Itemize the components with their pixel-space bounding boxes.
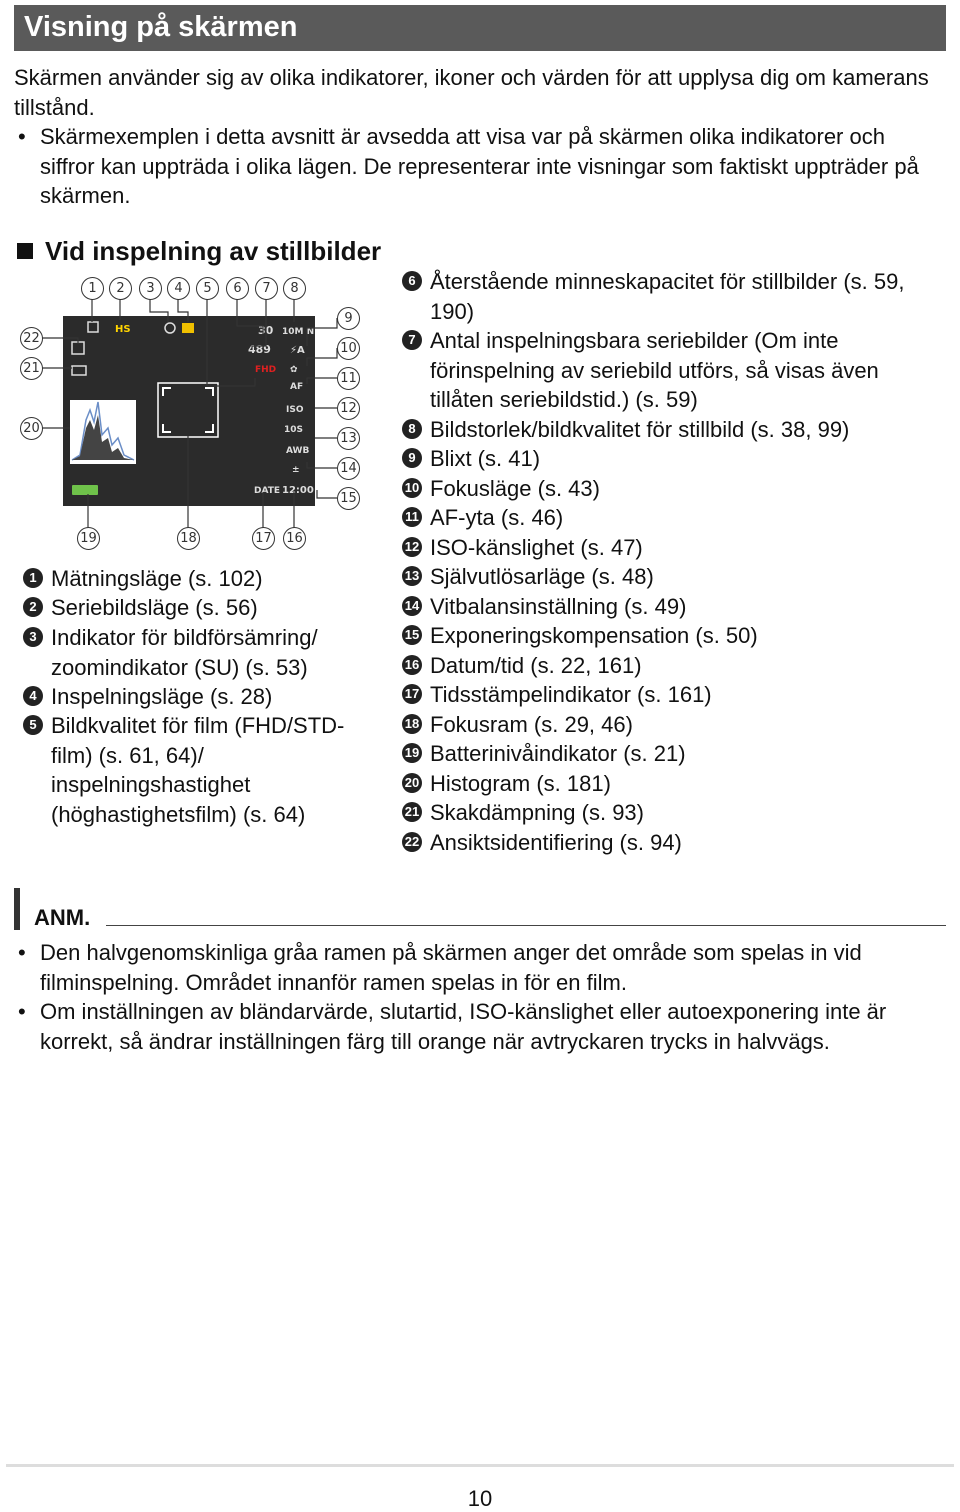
- legend-text: Indikator för bildförsämring/ zoomindikator (SU) (s. 53): [51, 625, 318, 680]
- legend-item: [404, 739, 945, 769]
- diagram-number: 16: [283, 527, 306, 550]
- legend-item: [29, 623, 371, 682]
- diagram-number: 12: [337, 397, 360, 420]
- bullet-dot: •: [18, 999, 26, 1024]
- diagram-number: 9: [337, 307, 360, 330]
- legend-item: [404, 710, 945, 740]
- legend-item: [29, 564, 371, 594]
- legend-item: [405, 503, 945, 533]
- legend-number: 16: [402, 655, 422, 675]
- diagram-number: 22: [20, 327, 43, 350]
- diagram-svg: [0, 270, 380, 570]
- diagram-number: 17: [252, 527, 275, 550]
- legend-text: Histogram (s. 181): [430, 771, 611, 796]
- af-area-icon: AF: [290, 382, 304, 392]
- intro-bullet-text: Skärmexemplen i detta avsnitt är avsedda att visa var på skärmen olika indikatorer och siffror kan uppträda i olika lägen. De representerar inte visningar som faktiskt uppträder på skärmen.: [40, 124, 919, 209]
- note-bullet-text: Den halvgenomskinliga gråa ramen på skärmen anger det område som spelas in vid filminspelning. Området innanför ramen spelas in för en film.: [40, 940, 862, 995]
- legend-item: [404, 769, 945, 799]
- continuous-count: 489: [248, 343, 271, 356]
- diagram-number: 19: [77, 527, 100, 550]
- exposure-icon: ±: [292, 465, 300, 475]
- legend-text: Fokusläge (s. 43): [430, 476, 600, 501]
- legend-text: Bildstorlek/bildkvalitet för stillbild (s. 38, 99): [430, 417, 850, 442]
- note-bullet: [18, 938, 945, 997]
- intro-bullet: [18, 122, 944, 211]
- note-bullet: [18, 997, 945, 1056]
- awb-icon: AWB: [286, 446, 310, 456]
- page-number: 10: [467, 1486, 493, 1511]
- legend-text: Ansiktsidentifiering (s. 94): [430, 830, 682, 855]
- legend-number: 17: [402, 684, 422, 704]
- legend-text: Exponeringskompensation (s. 50): [430, 623, 758, 648]
- diagram-number: 11: [337, 367, 360, 390]
- footer-divider: [6, 1464, 954, 1467]
- legend-item: [404, 562, 945, 592]
- legend-item: [404, 592, 945, 622]
- legend-number: 2: [23, 597, 43, 617]
- legend-number: 18: [402, 714, 422, 734]
- bullet-dot: •: [18, 940, 26, 965]
- legend-text: Seriebildsläge (s. 56): [51, 595, 258, 620]
- diagram-number: 5: [196, 277, 219, 300]
- bullet-dot: •: [18, 124, 26, 149]
- legend-number: 15: [402, 625, 422, 645]
- legend-text: Batterinivåindikator (s. 21): [430, 741, 686, 766]
- legend-item: [408, 415, 945, 445]
- self-timer-icon: 10S: [284, 425, 304, 435]
- note-bullet-text: Om inställningen av bländarvärde, slutartid, ISO-känslighet eller autoexponering inte är korrekt, så ändrar inställningen färg till orange när avtryckaren trycks in halvvägs.: [40, 999, 887, 1054]
- legend-number: 9: [402, 448, 422, 468]
- camera-mode-icon: [182, 323, 194, 333]
- legend-text: Fokusram (s. 29, 46): [430, 712, 633, 737]
- diagram-number: 21: [20, 357, 43, 380]
- diagram-number: 14: [337, 457, 360, 480]
- note-label: ANM.: [34, 905, 91, 930]
- diagram-number: 8: [283, 277, 306, 300]
- legend-text: Tidsstämpelindikator (s. 161): [430, 682, 712, 707]
- intro-paragraph: Skärmen använder sig av olika indikatorer, ikoner och värden för att upplysa dig om kamerans tillstånd.: [14, 65, 929, 120]
- legend-number: 13: [402, 566, 422, 586]
- legend-item: [29, 711, 361, 829]
- diagram-number: 15: [337, 487, 360, 510]
- legend-item: [404, 533, 945, 563]
- legend-text: Återstående minneskapacitet för stillbilder (s. 59, 190): [430, 269, 905, 324]
- legend-number: 4: [23, 686, 43, 706]
- focus-mode-icon: ✿: [290, 365, 298, 375]
- legend-item: [404, 651, 945, 681]
- legend-number: 3: [23, 627, 43, 647]
- page-title: Visning på skärmen: [24, 11, 298, 43]
- diagram-number: 4: [167, 277, 190, 300]
- legend-item: [408, 326, 945, 415]
- legend-number: 14: [402, 596, 422, 616]
- diagram-number: 1: [81, 277, 104, 300]
- legend-item: [404, 798, 945, 828]
- legend-text: Mätningsläge (s. 102): [51, 566, 263, 591]
- legend-number: 12: [402, 537, 422, 557]
- legend-number: 6: [402, 271, 422, 291]
- legend-number: 11: [402, 507, 422, 527]
- legend-number: 21: [402, 802, 422, 822]
- fhd-icon: FHD: [255, 365, 277, 375]
- time-icon: 12:00: [282, 485, 314, 496]
- iso-icon: ISO: [286, 405, 304, 415]
- legend-number: 19: [402, 743, 422, 763]
- legend-text: ISO-känslighet (s. 47): [430, 535, 643, 560]
- image-size-icon: 10M N: [282, 327, 315, 337]
- legend-number: 10: [402, 478, 422, 498]
- legend-number: 7: [402, 330, 422, 350]
- legend-item: [29, 593, 371, 623]
- remaining-count: 30: [258, 324, 274, 337]
- legend-text: Datum/tid (s. 22, 161): [430, 653, 642, 678]
- note-bar: [14, 888, 20, 930]
- square-bullet-icon: [17, 243, 33, 259]
- legend-text: Bildkvalitet för film (FHD/STD-film) (s. 61, 64)/ inspelningshastighet (höghastighetsfilm) (s. 64): [51, 713, 345, 827]
- diagram-number: 3: [139, 277, 162, 300]
- legend-number: 20: [402, 773, 422, 793]
- legend-number: 5: [23, 715, 43, 735]
- legend-text: Antal inspelningsbara seriebilder (Om inte förinspelning av seriebild utförs, så visas även tillåten seriebildstid.) (s. 59): [430, 328, 879, 413]
- legend-text: Självutlösarläge (s. 48): [430, 564, 654, 589]
- legend-item: [408, 444, 945, 474]
- diagram-number: 20: [20, 417, 43, 440]
- note-divider: [106, 925, 946, 926]
- legend-number: 8: [402, 419, 422, 439]
- hs-icon: HS: [115, 324, 131, 335]
- legend-text: AF-yta (s. 46): [430, 505, 564, 530]
- date-icon: DATE: [254, 486, 281, 496]
- battery-icon: [72, 485, 98, 495]
- legend-number: 1: [23, 568, 43, 588]
- diagram-number: 10: [337, 337, 360, 360]
- legend-item: [29, 682, 371, 712]
- legend-item: [404, 680, 945, 710]
- diagram-number: 6: [226, 277, 249, 300]
- legend-text: Inspelningsläge (s. 28): [51, 684, 273, 709]
- section-title: Vid inspelning av stillbilder: [45, 236, 382, 266]
- diagram-number: 13: [337, 427, 360, 450]
- legend-item: [404, 621, 945, 651]
- legend-item: [404, 474, 945, 504]
- section-heading: [17, 236, 381, 267]
- diagram-number: 7: [255, 277, 278, 300]
- legend-item: [404, 828, 945, 858]
- flash-icon: ⚡A: [290, 345, 305, 356]
- legend-item: [408, 267, 945, 326]
- legend-text: Blixt (s. 41): [430, 446, 541, 471]
- legend-number: 22: [402, 832, 422, 852]
- diagram-number: 2: [109, 277, 132, 300]
- legend-text: Skakdämpning (s. 93): [430, 800, 644, 825]
- diagram-number: 18: [177, 527, 200, 550]
- title-bar: [14, 5, 946, 51]
- legend-text: Vitbalansinställning (s. 49): [430, 594, 687, 619]
